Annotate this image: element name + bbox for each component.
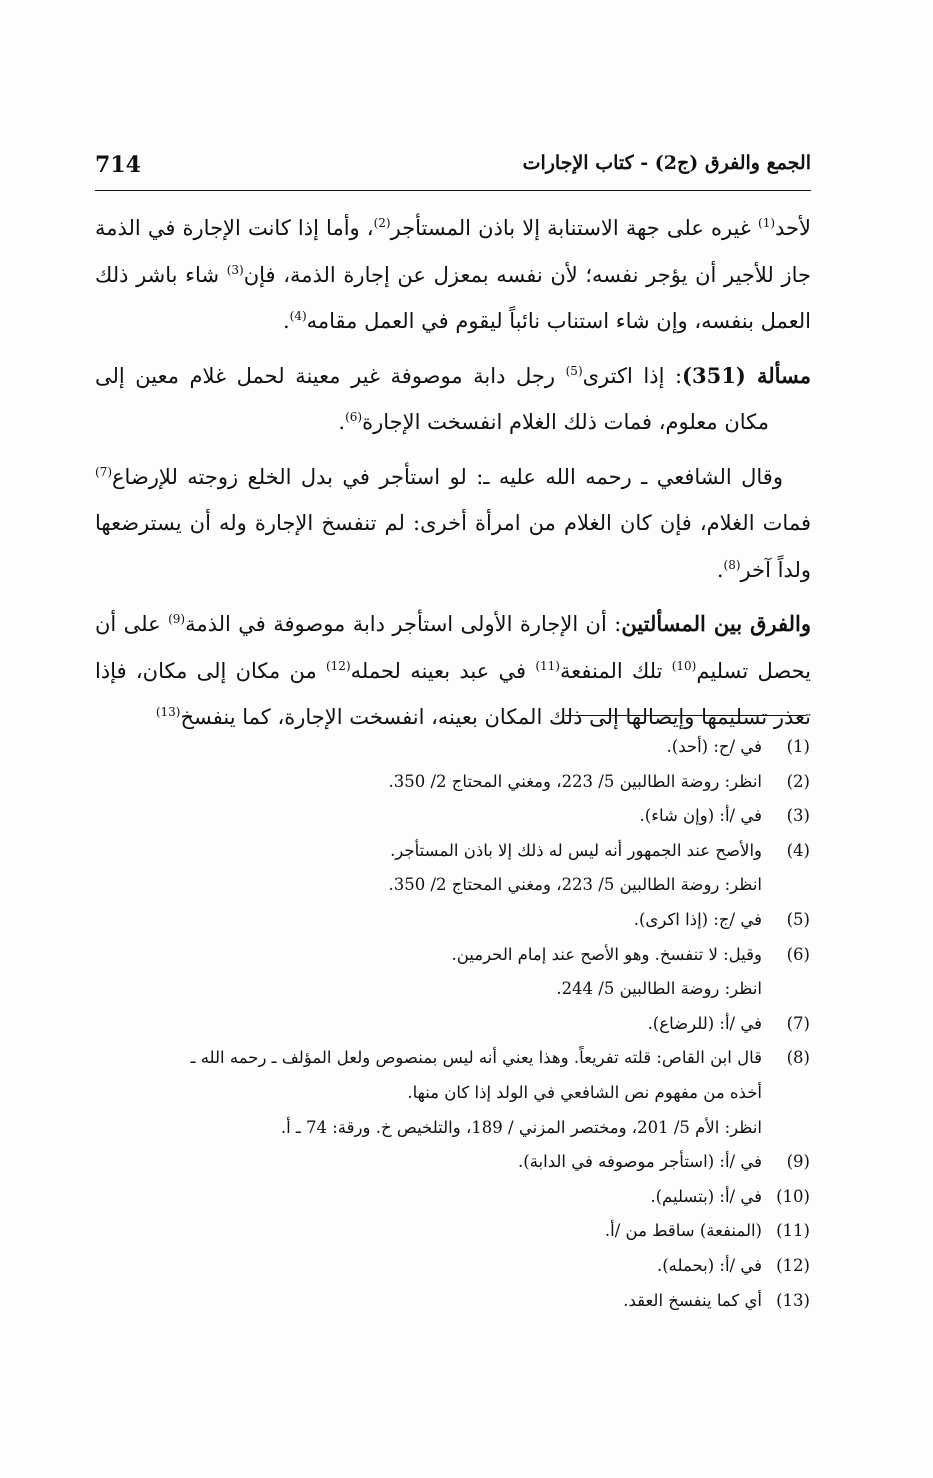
- footnote-item: [110, 938, 810, 1007]
- footnote-item: [110, 903, 810, 938]
- footnote-number: (10): [776, 1186, 810, 1206]
- text-run: على أن يحصل تسليم: [95, 612, 811, 683]
- footnote-item: [110, 1145, 810, 1180]
- footnote-ref: (11): [535, 658, 560, 673]
- footnote-text: في /أ: (استأجر موصوفه في الدابة).: [518, 1152, 762, 1172]
- footnote-ref: (13): [155, 705, 181, 719]
- footnote-item: [110, 1214, 810, 1249]
- text-run: من مكان إلى مكان، فإذا تعذر تسليمها وإيصالها إلى ذلك المكان بعينه، انفسخت الإجارة، كما ينفسخ: [95, 658, 811, 729]
- footnote-number: (13): [776, 1290, 810, 1310]
- footnote-item: [110, 1249, 810, 1284]
- footnote-number: (8): [786, 1048, 810, 1068]
- footnote-text: في /أ: (بحمله).: [656, 1255, 762, 1275]
- footnote-text: وقيل: لا تنفسخ. وهو الأصح عند إمام الحرمين. انظر: روضة الطالبين 5/ 244.: [451, 944, 762, 999]
- footnote-number: (12): [776, 1255, 810, 1275]
- footnote-text: أي كما ينفسخ العقد.: [623, 1290, 762, 1310]
- footnote-item: [110, 765, 810, 800]
- footnote-ref: (10): [671, 658, 697, 673]
- footnote-text: والأصح عند الجمهور أنه ليس له ذلك إلا باذن المستأجر. انظر: روضة الطالبين 5/ 223، ومغني المحتاج 2/ 350.: [388, 840, 762, 895]
- paragraph-shafii: [95, 454, 811, 594]
- footnote-text: في /أ: (للرضاع).: [647, 1013, 762, 1033]
- footnote-ref: (8): [723, 557, 741, 572]
- footnote-number: (2): [786, 771, 810, 791]
- paragraph-masala-351: [95, 353, 811, 446]
- text-run: وقال الشافعي ـ رحمه الله عليه ـ: لو استأجر في بدل الخلع زوجته للإرضاع: [112, 464, 783, 489]
- text-run: في عبد بعينه لحمله: [350, 658, 536, 683]
- text-run: لأحد: [775, 216, 811, 240]
- footnote-item: [110, 834, 810, 903]
- footnote-number: (11): [776, 1221, 810, 1241]
- text-run: غيره على جهة الاستنابة إلا باذن المستأجر: [390, 216, 758, 240]
- footnote-number: (7): [786, 1013, 810, 1033]
- footnote-separator: [565, 715, 806, 716]
- footnote-number: (5): [786, 909, 810, 929]
- footnote-ref: (4): [289, 309, 307, 323]
- text-run: .: [282, 309, 290, 333]
- footnote-ref: (3): [226, 262, 244, 277]
- footnote-ref: (2): [373, 216, 391, 230]
- text-run: ، وأما إذا كانت الإجارة في الذمة جاز للأجير أن يؤجر نفسه؛ لأن نفسه بمعزل عن إجارة الذمة، فإن: [95, 216, 811, 287]
- text-run: : إذا اكترى: [582, 363, 683, 388]
- footnote-ref: (12): [325, 658, 351, 673]
- footnote-text: (المنفعة) ساقط من /أ.: [604, 1221, 762, 1241]
- footnote-item: [110, 799, 810, 834]
- footnote-ref: (7): [95, 464, 113, 479]
- footnote-item: [110, 1041, 810, 1145]
- footnote-item: [110, 730, 810, 765]
- footnotes: [110, 730, 810, 1318]
- text-run: شاء باشر ذلك العمل بنفسه، وإن شاء استناب نائباً ليقوم في العمل مقامه: [95, 262, 811, 333]
- footnote-number: (3): [786, 806, 810, 826]
- text-run: رجل دابة موصوفة غير معينة لحمل غلام معين إلى مكان معلوم، فمات ذلك الغلام انفسخت الإجارة: [95, 363, 769, 434]
- text-run: تلك المنفعة: [559, 658, 672, 683]
- footnote-number: (1): [786, 737, 810, 756]
- paragraph-difference: [95, 601, 811, 741]
- text-run: .: [338, 410, 346, 434]
- footnote-text: في /أ: (بتسليم).: [650, 1186, 762, 1206]
- main-text: [95, 205, 811, 741]
- footnote-ref: (5): [565, 363, 583, 378]
- footnote-number: (4): [786, 840, 810, 860]
- page-number: 714: [95, 152, 141, 178]
- footnote-ref: (6): [345, 410, 363, 424]
- footnote-text: في /ح: (أحد).: [666, 737, 762, 756]
- footnote-ref: (9): [168, 612, 186, 626]
- text-run: فمات الغلام، فإن كان الغلام من امرأة أخرى: لم تنفسخ الإجارة وله أن يسترضعها ولداً آخر: [95, 511, 811, 582]
- footnote-item: [110, 1284, 810, 1319]
- footnote-number: (6): [786, 944, 810, 964]
- difference-heading: والفرق بين المسألتين: [621, 611, 812, 636]
- footnote-item: [110, 1007, 810, 1042]
- footnote-item: [110, 1180, 810, 1215]
- page-header: [95, 150, 811, 191]
- footnote-text: انظر: روضة الطالبين 5/ 223، ومغني المحتاج 2/ 350.: [388, 771, 762, 791]
- footnote-number: (9): [786, 1152, 810, 1172]
- footnote-ref: (1): [758, 216, 776, 230]
- footnote-text: في /أ: (وإن شاء).: [639, 806, 762, 826]
- running-title: الجمع والفرق (ج2) - كتاب الإجارات: [522, 152, 811, 174]
- masala-heading: مسألة (351): [682, 362, 811, 388]
- footnote-text: في /ج: (إذا اكرى).: [633, 909, 762, 929]
- footnote-text: قال ابن القاص: قلته تفريعاً. وهذا يعني أنه ليس بمنصوص ولعل المؤلف ـ رحمه الله ـ أخذه من مفهوم نص الشافعي في الولد إذا كان منها. انظر: الأم 5/ 201، ومختصر المزني / 189، والتلخيص خ. ورقة: 74 ـ أ.: [190, 1048, 762, 1137]
- text-run: : أن الإجارة الأولى استأجر دابة موصوفة في الذمة: [185, 612, 622, 636]
- paragraph-1: [95, 205, 811, 345]
- text-run: .: [716, 557, 724, 582]
